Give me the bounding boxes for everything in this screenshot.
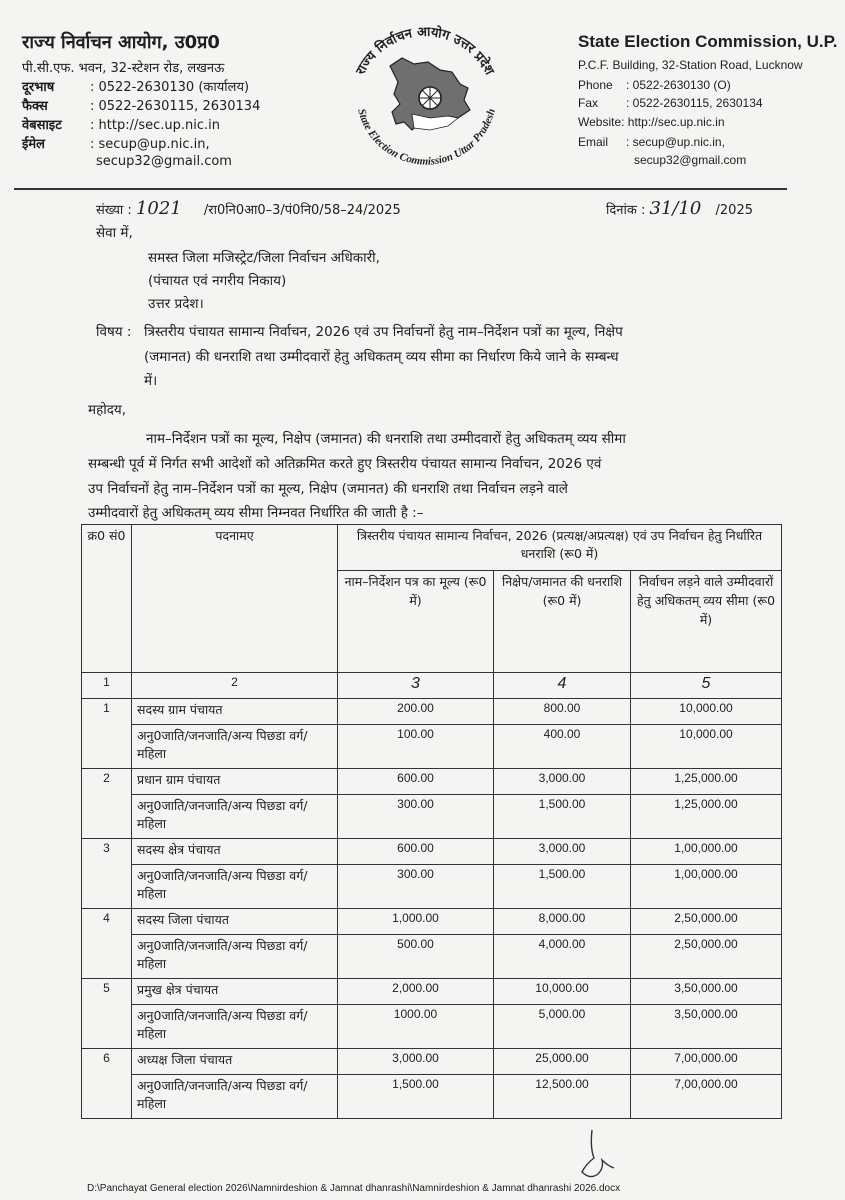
- english-website: Website: http://sec.up.nic.in: [578, 115, 725, 129]
- hindi-phone-label: दूरभाष: [22, 80, 55, 95]
- serial-number-cell: 2: [82, 769, 132, 839]
- column-number: 4: [494, 673, 631, 699]
- reference-date: [606, 198, 753, 219]
- footer-file-path: D:\Panchayat General election 2026\Namnirdeshion & Jamnat dhanrashi\Namnirdeshion & Jamnat dhanrashi 2026.docx: [87, 1183, 621, 1194]
- commission-seal: [330, 14, 520, 194]
- table-row-reserved: [82, 795, 782, 839]
- nomination-fee-cell: 600.00: [338, 839, 494, 865]
- english-fax-label: Fax: [578, 96, 599, 110]
- table-row: [82, 769, 782, 795]
- hindi-website: : http://sec.up.nic.in: [90, 118, 220, 133]
- table-row-reserved: [82, 865, 782, 909]
- reserved-expense-limit-cell: 2,50,000.00: [631, 935, 782, 979]
- deposit-cell: 800.00: [494, 699, 631, 725]
- deposit-cell: 10,000.00: [494, 979, 631, 1005]
- reserved-category-cell: अनु0जाति/जनजाति/अन्य पिछडा वर्ग/महिला: [132, 725, 338, 769]
- subject-line-1: त्रिस्तरीय पंचायत सामान्य निर्वाचन, 2026 एवं उप निर्वाचनों हेतु नाम–निर्देशन पत्रों का मूल्य, निक्षेप: [144, 324, 623, 340]
- deposit-cell: 25,000.00: [494, 1049, 631, 1075]
- deposit-cell: 3,000.00: [494, 839, 631, 865]
- header-serial-number: क्र0 सं0: [82, 525, 132, 673]
- nomination-fee-cell: 200.00: [338, 699, 494, 725]
- reserved-expense-limit-cell: 10,000.00: [631, 725, 782, 769]
- table-row-reserved: [82, 935, 782, 979]
- header-post-name: पदनामए: [132, 525, 338, 673]
- reserved-nomination-fee-cell: 1,500.00: [338, 1075, 494, 1119]
- reference-date-label: दिनांक :: [606, 203, 646, 218]
- reserved-deposit-cell: 1,500.00: [494, 865, 631, 909]
- header-divider: [14, 188, 787, 190]
- serial-number-cell: 3: [82, 839, 132, 909]
- english-phone: : 0522-2630130 (O): [626, 78, 731, 92]
- addressee-to: सेवा में,: [96, 225, 133, 241]
- hindi-commission-title: राज्य निर्वाचन आयोग, उ0प्र0: [22, 32, 220, 53]
- reserved-nomination-fee-cell: 300.00: [338, 795, 494, 839]
- post-name-cell: अध्यक्ष जिला पंचायत: [132, 1049, 338, 1075]
- signature-mark: [568, 1128, 618, 1186]
- subject-label: विषय :: [96, 324, 132, 340]
- hindi-website-row: [22, 119, 220, 134]
- seal-text-top: राज्य निर्वाचन आयोग उत्तर प्रदेश: [353, 24, 497, 78]
- hindi-fax-label: फैक्स: [22, 99, 48, 114]
- english-phone-row: [578, 78, 731, 92]
- hindi-email: : secup@up.nic.in,: [90, 137, 210, 152]
- post-name-cell: सदस्य ग्राम पंचायत: [132, 699, 338, 725]
- table-header-row-1: [82, 525, 782, 571]
- reserved-deposit-cell: 5,000.00: [494, 1005, 631, 1049]
- hindi-email-row: [22, 138, 210, 153]
- nomination-fee-cell: 600.00: [338, 769, 494, 795]
- expense-limit-cell: 2,50,000.00: [631, 909, 782, 935]
- reserved-expense-limit-cell: 1,25,000.00: [631, 795, 782, 839]
- subject-line-2: (जमानत) की धनराशि तथा उम्मीदवारों हेतु अधिकतम् व्यय सीमा का निर्धारण किये जाने के सम्बन्ध: [144, 349, 619, 365]
- expense-limit-cell: 7,00,000.00: [631, 1049, 782, 1075]
- body-line-2: सम्बन्धी पूर्व में निर्गत सभी आदेशों को अतिक्रमित करते हुए त्रिस्तरीय पंचायत सामान्य निर्वाचन, 2026 एवं: [88, 456, 602, 472]
- column-number: 3: [338, 673, 494, 699]
- reserved-nomination-fee-cell: 300.00: [338, 865, 494, 909]
- table-row: [82, 1049, 782, 1075]
- post-name-cell: सदस्य जिला पंचायत: [132, 909, 338, 935]
- hindi-email-label: ईमेल: [22, 137, 45, 152]
- subject-line-3: में।: [144, 373, 158, 389]
- hindi-phone: : 0522-2630130 (कार्यालय): [90, 80, 250, 95]
- body-line-1: नाम–निर्देशन पत्रों का मूल्य, निक्षेप (जमानत) की धनराशि तथा उम्मीदवारों हेतु अधिकतम् व्यय सीमा: [146, 431, 626, 447]
- hindi-fax: : 0522-2630115, 2630134: [90, 99, 261, 114]
- table-row: [82, 979, 782, 1005]
- reference-number-label: संख्या :: [96, 203, 132, 218]
- reserved-deposit-cell: 400.00: [494, 725, 631, 769]
- hindi-fax-row: [22, 100, 260, 115]
- nomination-fee-cell: 2,000.00: [338, 979, 494, 1005]
- serial-number-cell: 1: [82, 699, 132, 769]
- body-line-4: उम्मीदवारों हेतु अधिकतम् व्यय सीमा निम्नवत निर्धारित की जाती है :–: [88, 505, 424, 521]
- english-commission-title: State Election Commission, U.P.: [578, 32, 838, 51]
- body-line-3: उप निर्वाचनों हेतु नाम–निर्देशन पत्रों का मूल्य, निक्षेप (जमानत) की धनराशि तथा निर्वाचन लड़ने वाले: [88, 481, 568, 497]
- addressee-line-1: समस्त जिला मजिस्ट्रेट/जिला निर्वाचन अधिकारी,: [148, 250, 380, 266]
- table-column-numbers-row: [82, 673, 782, 699]
- reserved-expense-limit-cell: 1,00,000.00: [631, 865, 782, 909]
- reserved-deposit-cell: 1,500.00: [494, 795, 631, 839]
- header-expense-limit: निर्वाचन लड़ने वाले उम्मीदवारों हेतु अधिकतम् व्यय सीमा (रू0 में): [631, 571, 782, 673]
- table-body: [82, 699, 782, 1119]
- reference-number: [96, 198, 401, 219]
- expense-limit-cell: 1,00,000.00: [631, 839, 782, 865]
- english-phone-label: Phone: [578, 78, 613, 92]
- reserved-deposit-cell: 4,000.00: [494, 935, 631, 979]
- reserved-deposit-cell: 12,500.00: [494, 1075, 631, 1119]
- hindi-email-2: secup32@gmail.com: [96, 154, 232, 169]
- signature-icon: [568, 1128, 618, 1182]
- expense-limit-cell: 1,25,000.00: [631, 769, 782, 795]
- greeting: महोदय,: [88, 402, 127, 418]
- column-number: 1: [82, 673, 132, 699]
- expense-limit-cell: 10,000.00: [631, 699, 782, 725]
- reference-date-rest: /2025: [715, 203, 753, 218]
- header-deposit: निक्षेप/जमानत की धनराशि (रू0 में): [494, 571, 631, 673]
- post-name-cell: प्रमुख क्षेत्र पंचायत: [132, 979, 338, 1005]
- table-row: [82, 699, 782, 725]
- table-row-reserved: [82, 725, 782, 769]
- nomination-fee-cell: 3,000.00: [338, 1049, 494, 1075]
- seal-emblem-icon: [330, 14, 520, 194]
- english-email: : secup@up.nic.in,: [626, 135, 725, 149]
- reserved-category-cell: अनु0जाति/जनजाति/अन्य पिछडा वर्ग/महिला: [132, 1005, 338, 1049]
- reserved-nomination-fee-cell: 1000.00: [338, 1005, 494, 1049]
- table-row-reserved: [82, 1075, 782, 1119]
- serial-number-cell: 5: [82, 979, 132, 1049]
- reserved-category-cell: अनु0जाति/जनजाति/अन्य पिछडा वर्ग/महिला: [132, 935, 338, 979]
- english-email-2: secup32@gmail.com: [634, 153, 747, 167]
- column-number: 5: [631, 673, 782, 699]
- reference-number-handwritten: 1021: [135, 198, 182, 219]
- reserved-category-cell: अनु0जाति/जनजाति/अन्य पिछडा वर्ग/महिला: [132, 1075, 338, 1119]
- hindi-website-label: वेबसाइट: [22, 118, 62, 133]
- table-row: [82, 909, 782, 935]
- reserved-expense-limit-cell: 7,00,000.00: [631, 1075, 782, 1119]
- deposit-cell: 8,000.00: [494, 909, 631, 935]
- reserved-nomination-fee-cell: 100.00: [338, 725, 494, 769]
- reserved-category-cell: अनु0जाति/जनजाति/अन्य पिछडा वर्ग/महिला: [132, 795, 338, 839]
- fee-table: [81, 524, 782, 1119]
- post-name-cell: प्रधान ग्राम पंचायत: [132, 769, 338, 795]
- header-amount-group: त्रिस्तरीय पंचायत सामान्य निर्वाचन, 2026 (प्रत्यक्ष/अप्रत्यक्ष) एवं उप निर्वाचन हेतु निर्धारित धनराशि (रू0 में): [338, 525, 782, 571]
- serial-number-cell: 6: [82, 1049, 132, 1119]
- reference-date-handwritten: 31/10: [649, 198, 702, 219]
- english-email-row: [578, 135, 725, 149]
- post-name-cell: सदस्य क्षेत्र पंचायत: [132, 839, 338, 865]
- addressee-line-3: उत्तर प्रदेश।: [148, 296, 204, 312]
- table-row: [82, 839, 782, 865]
- reserved-nomination-fee-cell: 500.00: [338, 935, 494, 979]
- reserved-expense-limit-cell: 3,50,000.00: [631, 1005, 782, 1049]
- deposit-cell: 3,000.00: [494, 769, 631, 795]
- column-number: 2: [132, 673, 338, 699]
- english-fax: : 0522-2630115, 2630134: [626, 96, 763, 110]
- english-fax-row: [578, 96, 763, 110]
- nomination-fee-cell: 1,000.00: [338, 909, 494, 935]
- english-address: P.C.F. Building, 32-Station Road, Lucknow: [578, 58, 803, 72]
- hindi-address: पी.सी.एफ. भवन, 32-स्टेशन रोड, लखनऊ: [22, 61, 225, 76]
- reference-number-rest: /रा0नि0आ0–3/पं0नि0/58–24/2025: [203, 203, 401, 218]
- english-email-label: Email: [578, 135, 609, 149]
- serial-number-cell: 4: [82, 909, 132, 979]
- table-row-reserved: [82, 1005, 782, 1049]
- seal-text-bottom: State Election Commission Uttar Pradesh: [355, 107, 498, 168]
- header-nomination-fee: नाम–निर्देशन पत्र का मूल्य (रू0 में): [338, 571, 494, 673]
- addressee-line-2: (पंचायत एवं नगरीय निकाय): [148, 273, 287, 289]
- reserved-category-cell: अनु0जाति/जनजाति/अन्य पिछडा वर्ग/महिला: [132, 865, 338, 909]
- expense-limit-cell: 3,50,000.00: [631, 979, 782, 1005]
- hindi-phone-row: [22, 81, 249, 96]
